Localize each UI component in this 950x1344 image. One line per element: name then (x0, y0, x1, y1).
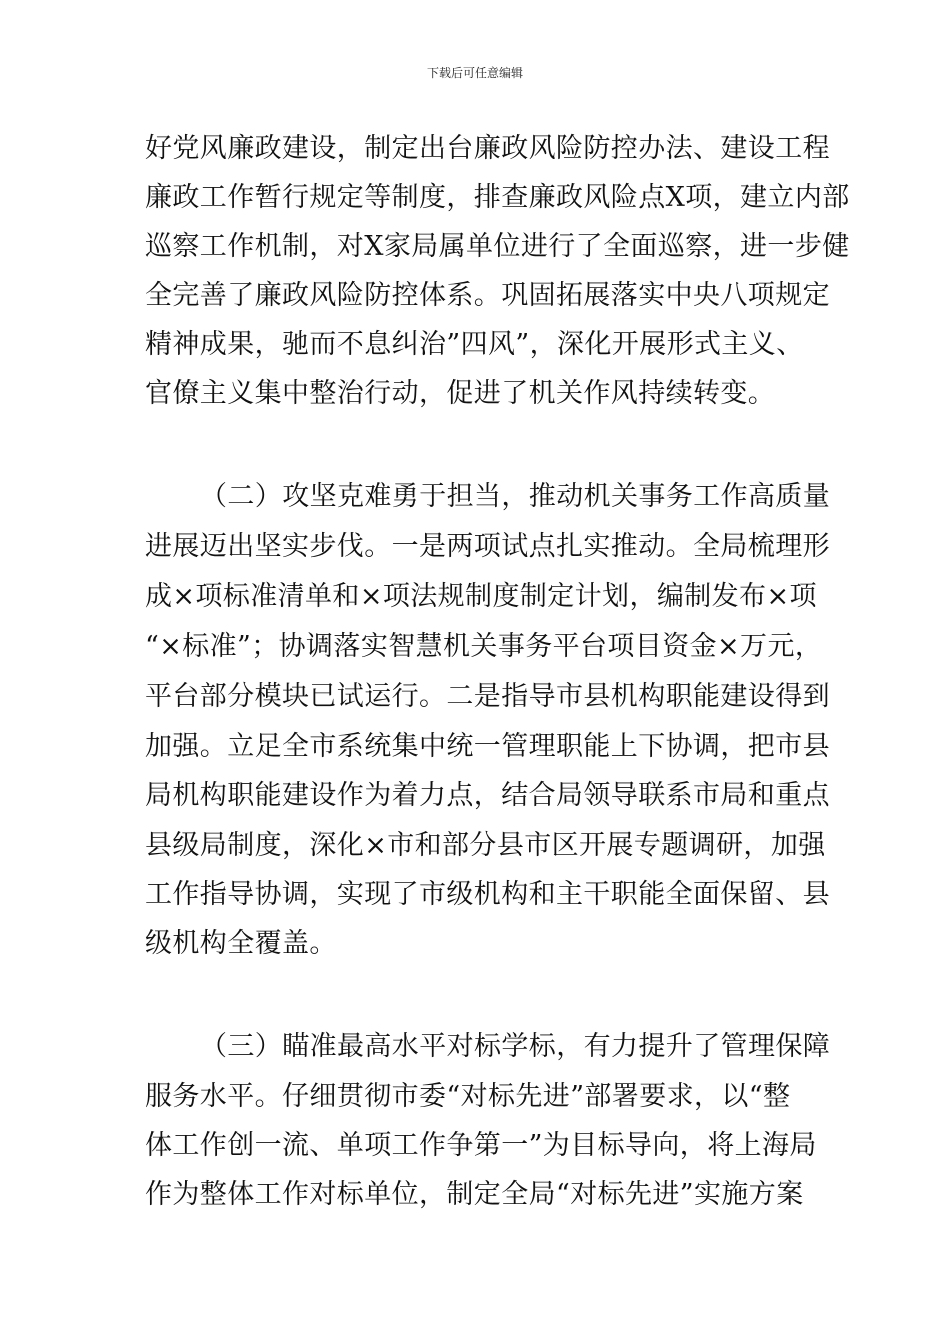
paragraph-1-line-2: 廉政工作暂行规定等制度，排查廉政风险点X项，建立内部 (145, 182, 850, 213)
page-header: 下载后可任意编辑 (426, 66, 523, 80)
paragraph-2-line-6: 加强。立足全市系统集中统一管理职能上下协调，把市县 (145, 731, 830, 762)
paragraph-1-line-3: 巡察工作机制，对X家局属单位进行了全面巡察，进一步健 (145, 231, 850, 262)
paragraph-3-line-2: 服务水平。仔细贯彻市委“对标先进”部署要求，以“整 (145, 1081, 791, 1112)
paragraph-1-line-6: 官僚主义集中整治行动，促进了机关作风持续转变。 (145, 378, 776, 409)
paragraph-2-line-5: 平台部分模块已试运行。二是指导市县机构职能建设得到 (145, 681, 830, 712)
paragraph-2-line-7: 局机构职能建设作为着力点，结合局领导联系市局和重点 (145, 780, 830, 811)
paragraph-2-line-2: 进展迈出坚实步伐。一是两项试点扎实推动。全局梳理形 (145, 531, 830, 562)
paragraph-2-line-4: “×标准”；协调落实智慧机关事务平台项目资金×万元， (145, 631, 823, 662)
paragraph-2-line-10: 级机构全覆盖。 (145, 928, 337, 959)
paragraph-3-line-1: （三）瞄准最高水平对标学标，有力提升了管理保障 (200, 1031, 831, 1062)
paragraph-2-line-8: 县级局制度，深化×市和部分县市区开展专题调研，加强 (145, 830, 826, 861)
paragraph-1-line-1: 好党风廉政建设，制定出台廉政风险防控办法、建设工程 (145, 133, 830, 164)
paragraph-1-line-4: 全完善了廉政风险防控体系。巩固拓展落实中央八项规定 (145, 280, 830, 311)
paragraph-2-line-9: 工作指导协调，实现了市级机构和主干职能全面保留、县 (145, 879, 830, 910)
paragraph-2-line-1: （二）攻坚克难勇于担当，推动机关事务工作高质量 (200, 481, 831, 512)
paragraph-3-line-4: 作为整体工作对标单位，制定全局“对标先进”实施方案 (145, 1179, 804, 1210)
paragraph-1-line-5: 精神成果，驰而不息纠治”四风”，深化开展形式主义、 (145, 329, 804, 360)
paragraph-2-line-3: 成×项标准清单和×项法规制度制定计划，编制发布×项 (145, 581, 817, 612)
paragraph-3-line-3: 体工作创一流、单项工作争第一”为目标导向，将上海局 (145, 1130, 817, 1161)
